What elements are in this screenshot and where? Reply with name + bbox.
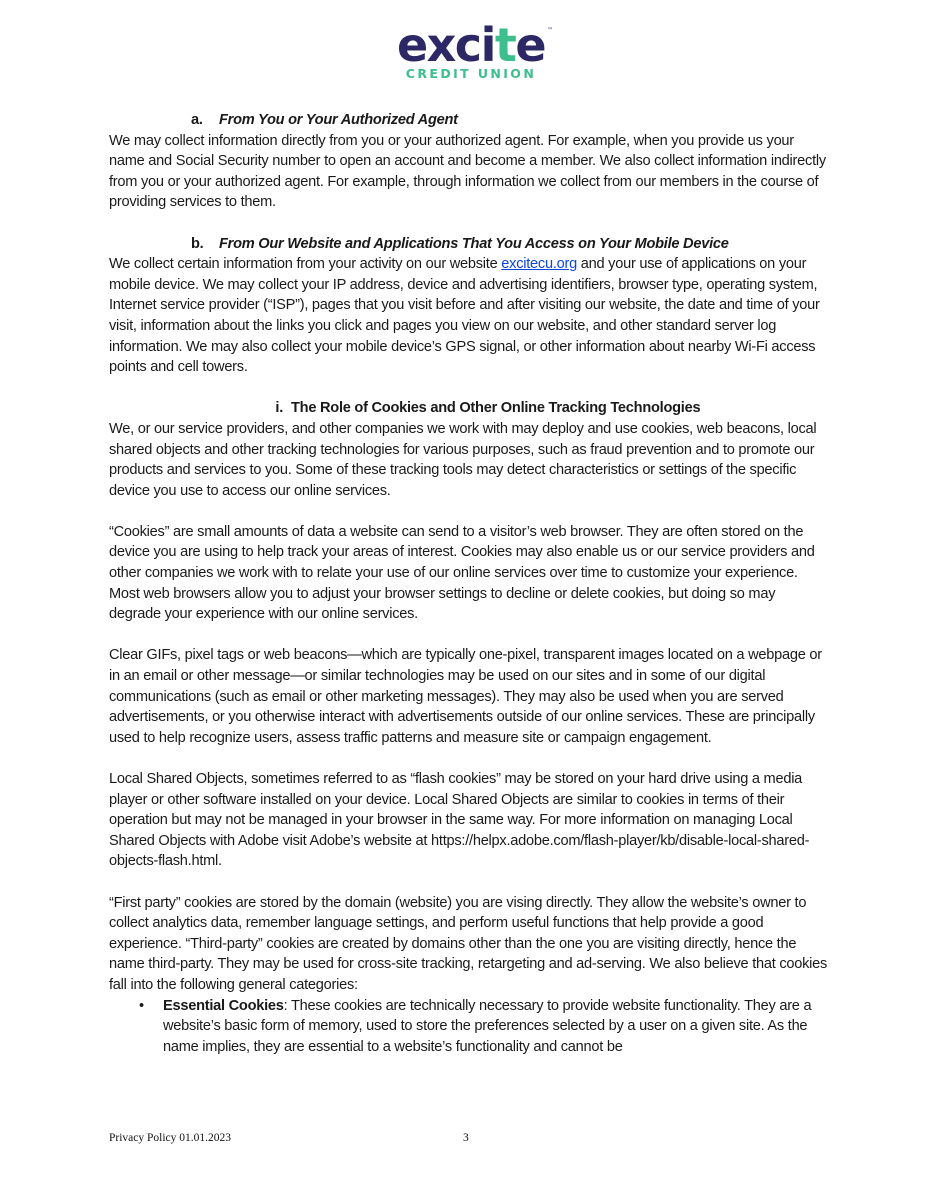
web-beacons-paragraph: Clear GIFs, pixel tags or web beacons—which are typically one-pixel, transparent images located on a webpage or in an email or other message—or similar technologies may be used on our sites and in some of our digital communications (such as email or other marketing messages). They may also be used when you are served advertisements, or you otherwise interact with advertisements outside of our online services. These are principally used to help recognize users, assess traffic patterns and measure site or campaign engagement. xyxy=(109,647,822,746)
section-title: From You or Your Authorized Agent xyxy=(219,112,458,128)
tracking-intro-paragraph: We, or our service providers, and other companies we work with may deploy and use cookies, web beacons, local shared objects and other tracking technologies for various purposes, such as fraud prevention and to promote our products and services to you. Some of these tracking tools may detect characteristics or settings of the specific device you use to access our online services. xyxy=(109,420,817,499)
section-number: i. xyxy=(275,400,283,417)
footer-document-label: Privacy Policy 01.01.2023 xyxy=(109,1132,232,1144)
section-heading-b xyxy=(109,234,829,255)
section-title: From Our Website and Applications That You Access on Your Mobile Device xyxy=(219,235,729,252)
footer-page-number: 3 xyxy=(463,1132,469,1144)
section-number: a. xyxy=(191,112,203,128)
cookie-categories-list xyxy=(109,996,829,1058)
logo-wordmark-prefix: exci xyxy=(396,18,495,72)
logo-subtitle: CREDIT UNION xyxy=(405,66,537,81)
website-link[interactable]: excitecu.org xyxy=(501,256,577,273)
cookies-paragraph: “Cookies” are small amounts of data a website can send to a visitor’s web browser. They are often stored on the device you are using to help track your areas of interest. Cookies may also enable us or our service providers and other companies we work with to relate your use of our online services over time to customize your experience. Most web browsers allow you to adjust your browser settings to decline or delete cookies, but doing so may degrade your experience with our online services. xyxy=(109,523,815,623)
section-number: b. xyxy=(191,235,204,252)
list-item-essential-cookies xyxy=(109,996,829,1058)
logo-wordmark xyxy=(396,18,554,72)
paragraph-spacer xyxy=(109,213,829,234)
paragraph-text: and your use of applications on your mobile device. We may collect your IP address, device and advertising identifiers, browser type, operating system, Internet service provider (“ISP”), pages that you visit before and after visiting our website, the date and time of your visit, information about the links you click and pages you view on our website, and other standard server log information. We may also collect your mobile device’s GPS signal, or other information about nearby Wi-Fi access points and cell towers. xyxy=(109,256,820,376)
section-heading-a xyxy=(109,110,829,131)
section-a-paragraph: We may collect information directly from you or your authorized agent. For example, when you provide us your name and Social Security number to open an account and become a member. We also collect information indirectly from you or your authorized agent. For example, through information we collect from our members in the course of providing services to them. xyxy=(109,132,826,211)
section-b-paragraph xyxy=(109,254,829,378)
paragraph-spacer xyxy=(109,872,829,893)
bullet-term: Essential Cookies xyxy=(163,997,284,1014)
section-heading-i xyxy=(109,398,829,419)
local-shared-objects-paragraph: Local Shared Objects, sometimes referred to as “flash cookies” may be stored on your hard drive using a media player or other software installed on your device. Local Shared Objects are similar to cookies in terms of their operation but may not be managed in your browser in the same way. For more information on managing Local Shared Objects with Adobe visit Adobe’s website at https://helpx.adobe.com/flash-player/kb/disable-local-shared-objects-flash.html. xyxy=(109,771,810,870)
document-body xyxy=(109,110,829,1057)
bullet-icon: • xyxy=(139,997,144,1014)
paragraph-text: We collect certain information from your activity on our website xyxy=(109,256,502,273)
excite-credit-union-logo xyxy=(386,18,556,81)
logo-wordmark-suffix: e xyxy=(515,18,546,72)
paragraph-spacer xyxy=(109,748,829,769)
paragraph-spacer xyxy=(109,378,829,399)
trademark-icon: ™ xyxy=(547,27,554,34)
logo-wordmark-accent: t xyxy=(494,18,516,72)
paragraph-spacer xyxy=(109,625,829,646)
bullet-text: : These cookies are technically necessary to provide website functionality. They are a website’s basic form of memory, used to store the preferences selected by a user on a given site. As the name implies, they are essential to a website’s functionality and cannot be xyxy=(163,997,812,1055)
section-title: The Role of Cookies and Other Online Tracking Technologies xyxy=(291,400,701,417)
first-third-party-paragraph: “First party” cookies are stored by the domain (website) you are vising directly. They allow the website’s owner to collect analytics data, remember language settings, and perform useful functions that help provide a good experience. “Third-party” cookies are created by domains other than the one you are visiting directly, hence the name third-party. They may be used for cross-site tracking, retargeting and ad-serving. We also believe that cookies fall into the following general categories: xyxy=(109,894,828,993)
paragraph-spacer xyxy=(109,501,829,522)
